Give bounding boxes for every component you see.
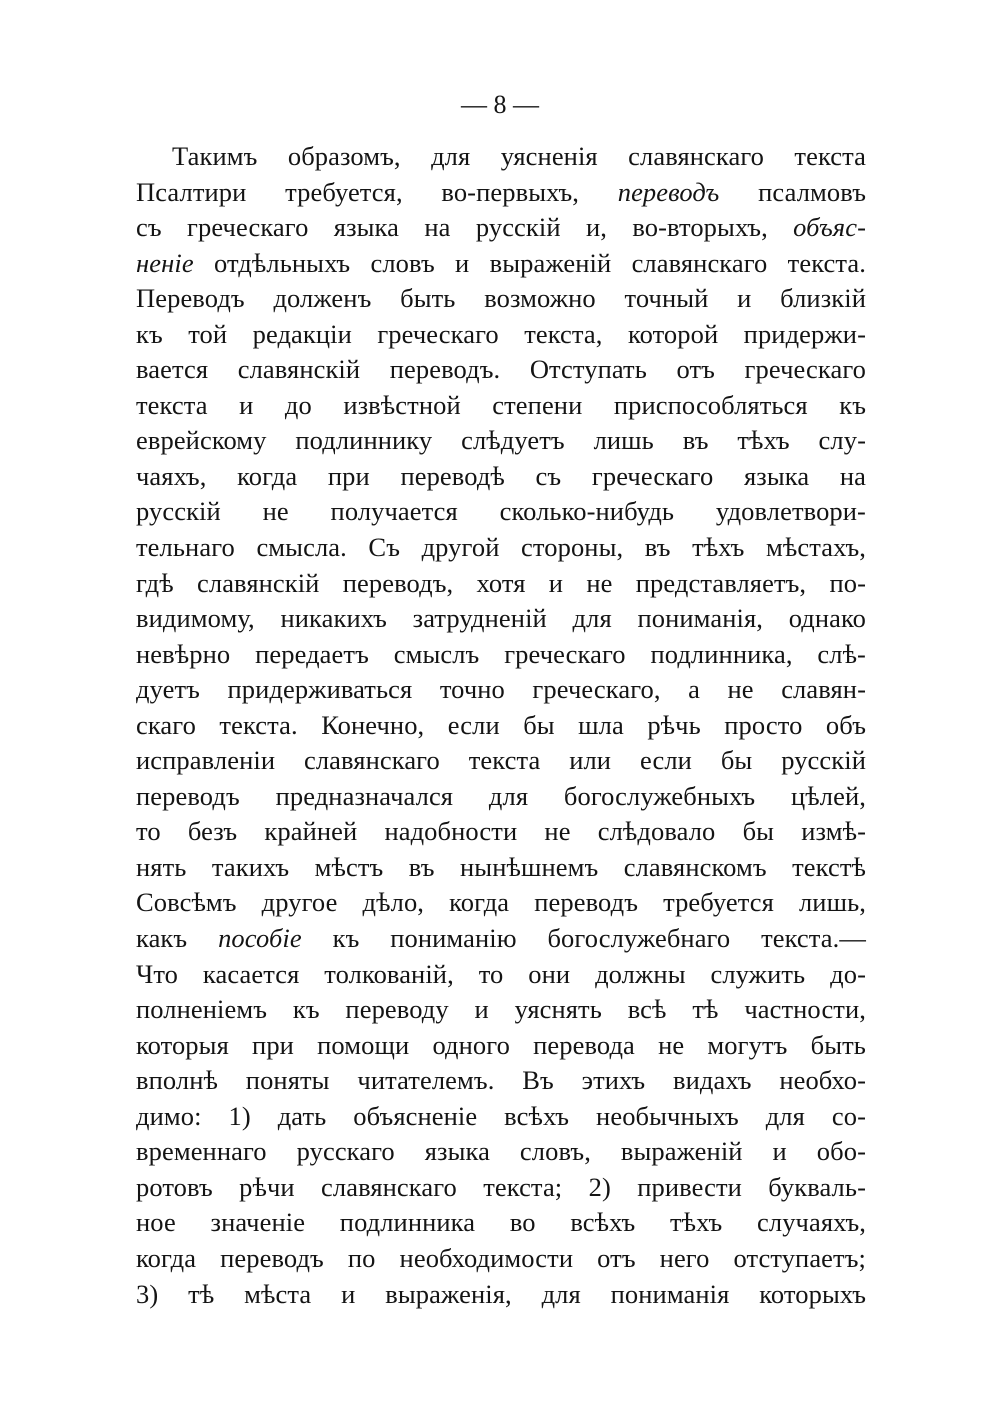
text-segment: тельнаго смысла. Съ другой стороны, въ тѣхъ мѣстахъ,	[136, 532, 866, 563]
text-line	[136, 317, 866, 353]
text-segment: Такимъ образомъ, для уясненія славянскаго текста	[172, 141, 866, 171]
text-line	[136, 530, 866, 566]
text-segment: видимому, никакихъ затрудненій для пониманія, однако	[136, 603, 866, 634]
text-segment: гдѣ славянскій переводъ, хотя и не представляетъ, по-	[136, 567, 866, 598]
text-segment: полненіемъ къ переводу и уяснять всѣ тѣ частности,	[136, 994, 866, 1025]
text-segment: дуетъ придерживаться точно греческаго, а не славян-	[136, 674, 866, 705]
text-line	[136, 352, 866, 388]
text-segment: какъ	[136, 923, 219, 954]
text-line	[136, 601, 866, 637]
text-segment: скаго текста. Конечно, если бы шла рѣчь просто объ	[136, 709, 866, 740]
text-segment: съ греческаго языка на русскій и, во-вторыхъ,	[136, 212, 794, 243]
text-segment: исправленіи славянскаго текста или если бы русскій	[136, 745, 866, 776]
text-line	[136, 1099, 866, 1135]
text-segment: ротовъ рѣчи славянскаго текста; 2) привести букваль-	[136, 1171, 866, 1202]
text-segment: вается славянскій переводъ. Отступать отъ греческаго	[136, 354, 866, 385]
text-segment: отдѣльныхъ словъ и выраженій славянскаго текста.	[193, 247, 866, 278]
text-line	[136, 921, 866, 957]
text-segment: 3) тѣ мѣста и выраженія, для пониманія которыхъ	[136, 1278, 866, 1309]
text-segment: Совсѣмъ другое дѣло, когда переводъ требуется лишь,	[136, 887, 866, 918]
text-line	[136, 850, 866, 886]
text-segment: псалмовъ	[719, 176, 867, 207]
text-line	[136, 1277, 866, 1313]
text-line	[136, 779, 866, 815]
text-line	[136, 1205, 866, 1241]
text-segment: текста и до извѣстной степени приспособляться къ	[136, 389, 866, 420]
text-line	[136, 459, 866, 495]
text-segment: димо: 1) дать объясненіе всѣхъ необычныхъ для со-	[136, 1100, 866, 1131]
text-line	[136, 992, 866, 1028]
text-line	[136, 494, 866, 530]
text-line	[136, 1241, 866, 1277]
text-segment: Что касается толкованій, то они должны служить до-	[136, 958, 866, 989]
text-line	[136, 175, 866, 211]
text-segment: русскій не получается сколько-нибудь удовлетвори-	[136, 496, 866, 527]
italic-emphasis: пособіе	[218, 923, 302, 954]
text-line	[136, 246, 866, 282]
body-text	[136, 139, 866, 1312]
text-segment: невѣрно передаетъ смыслъ греческаго подлинника, слѣ-	[136, 638, 866, 669]
text-segment: вполнѣ поняты читателемъ. Въ этихъ видахъ необхо-	[136, 1065, 866, 1096]
text-line	[136, 743, 866, 779]
text-segment: то безъ крайней надобности не слѣдовало бы измѣ-	[136, 816, 866, 847]
italic-emphasis: неніе	[136, 247, 194, 278]
italic-emphasis: переводъ	[617, 176, 720, 207]
text-line	[136, 672, 866, 708]
text-segment: когда переводъ по необходимости отъ него отступаетъ;	[136, 1242, 866, 1273]
text-line	[136, 1134, 866, 1170]
text-line	[136, 957, 866, 993]
text-segment: чаяхъ, когда при переводѣ съ греческаго языка на	[136, 460, 866, 491]
page-number: — 8 —	[461, 90, 539, 119]
text-segment: переводъ предназначался для богослужебныхъ цѣлей,	[136, 780, 866, 811]
text-segment: еврейскому подлиннику слѣдуетъ лишь въ тѣхъ слу-	[136, 425, 866, 456]
text-line	[136, 210, 866, 246]
text-segment: Псалтири требуется, во-первыхъ,	[136, 176, 618, 207]
text-line	[136, 708, 866, 744]
text-line	[136, 566, 866, 602]
text-line	[136, 1028, 866, 1064]
text-line	[136, 1063, 866, 1099]
text-segment: нять такихъ мѣстъ въ нынѣшнемъ славянскомъ текстѣ	[136, 851, 866, 882]
text-segment: къ пониманію богослужебнаго текста.—	[301, 923, 866, 954]
text-line	[136, 388, 866, 424]
italic-emphasis: объяс-	[793, 212, 866, 243]
text-line	[136, 885, 866, 921]
text-segment: временнаго русскаго языка словъ, выраженій и обо-	[136, 1136, 866, 1167]
text-segment: Переводъ долженъ быть возможно точный и близкій	[136, 283, 866, 314]
text-line	[136, 139, 866, 175]
text-line	[136, 637, 866, 673]
text-segment: къ той редакціи греческаго текста, которой придержи-	[136, 318, 866, 349]
text-segment: ное значеніе подлинника во всѣхъ тѣхъ случаяхъ,	[136, 1207, 866, 1238]
text-segment: которыя при помощи одного перевода не могутъ быть	[136, 1029, 866, 1060]
text-line	[136, 423, 866, 459]
text-line	[136, 814, 866, 850]
text-line	[136, 281, 866, 317]
text-line	[136, 1170, 866, 1206]
